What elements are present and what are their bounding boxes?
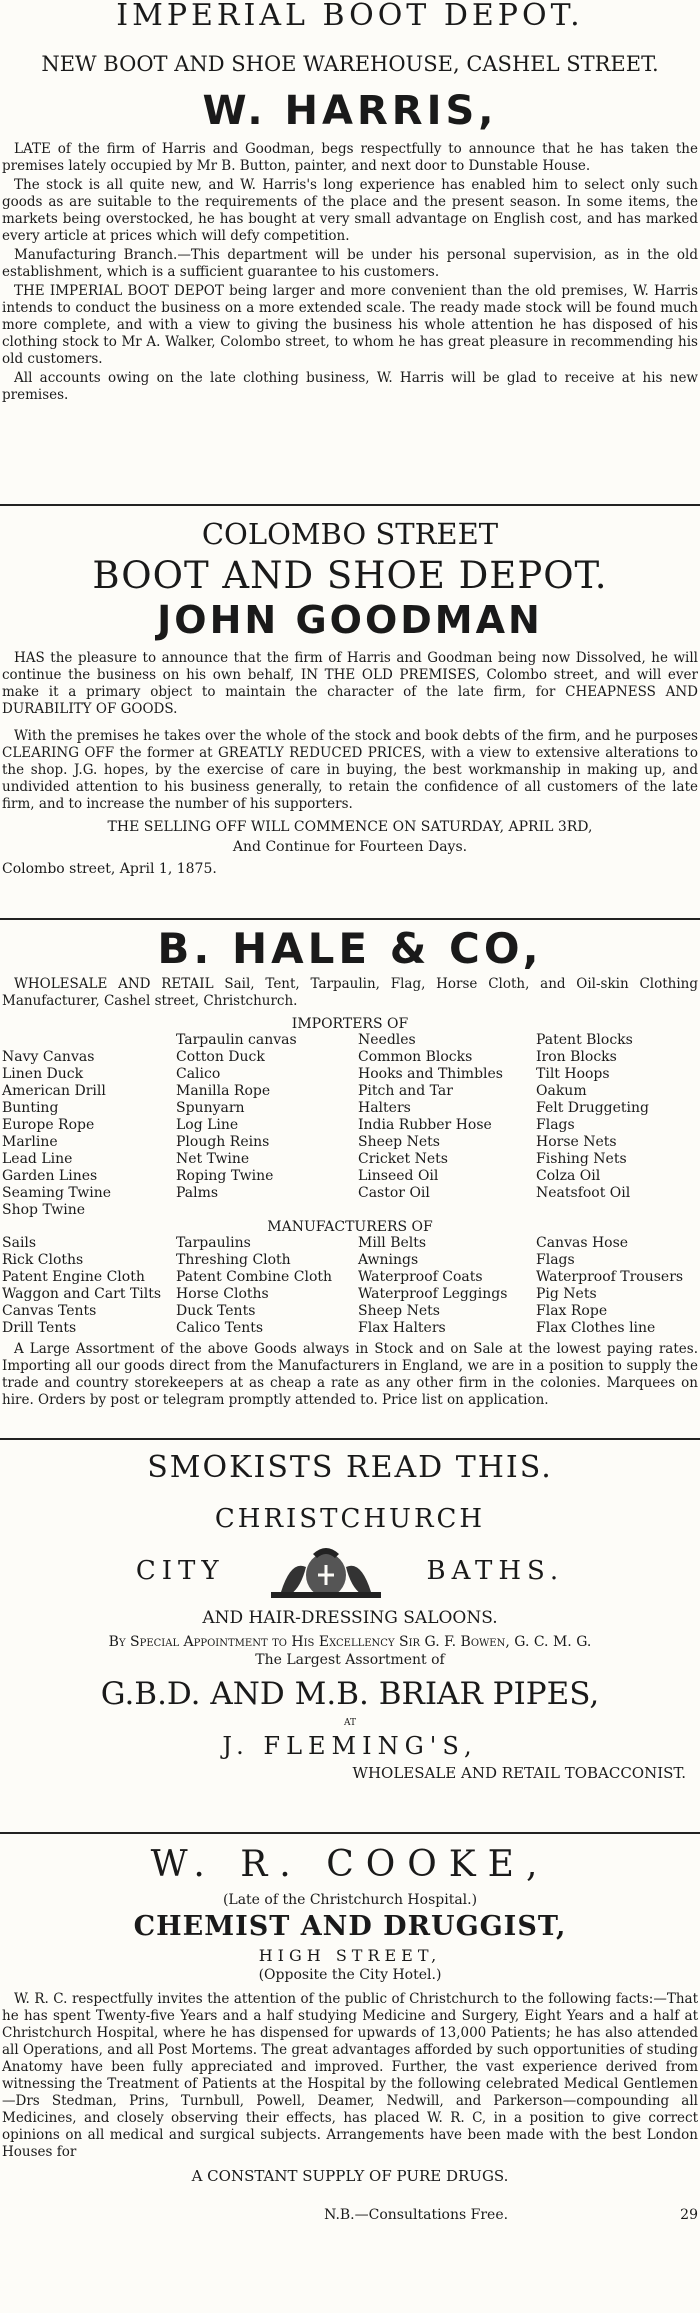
appointment-line: By Special Appointment to His Excellency Sir G. F. Bowen, G. C. M. G.: [108, 1634, 592, 1650]
goods-item: Halters: [358, 1100, 411, 1116]
goods-item: Patent Blocks: [536, 1032, 633, 1048]
goods-item: Flax Halters: [358, 1320, 446, 1336]
manufacturers-list: [0, 1235, 700, 1337]
goods-item: [536, 1202, 686, 1219]
goods-item: Awnings: [358, 1252, 419, 1268]
street-line: HIGH STREET,: [258, 1946, 442, 1965]
ad-headline: SMOKISTS READ THIS.: [147, 1450, 553, 1485]
goods-item: Waterproof Coats: [358, 1269, 483, 1285]
goods-item: Needles: [358, 1032, 416, 1048]
goods-column: [176, 1032, 358, 1219]
ad-title: IMPERIAL BOOT DEPOT.: [116, 0, 584, 33]
merchant-name: W. R. COOKE,: [150, 1844, 550, 1885]
goods-column: [536, 1032, 686, 1219]
baths-word: BATHS.: [426, 1556, 565, 1586]
goods-item: Cotton Duck: [176, 1049, 265, 1065]
goods-item: Threshing Cloth: [176, 1252, 291, 1268]
goods-column: [176, 1235, 358, 1337]
fleming-tobacconist-ad: [0, 1448, 700, 1828]
goods-columns: [2, 1235, 700, 1337]
goods-item: Linseed Oil: [358, 1168, 439, 1184]
importers-heading: IMPORTERS OF: [291, 1016, 409, 1032]
goods-item: Seaming Twine: [2, 1185, 112, 1201]
goods-column: [2, 1032, 176, 1219]
goods-item: Sheep Nets: [358, 1303, 440, 1319]
goods-item: Flax Clothes line: [536, 1320, 656, 1336]
divider: [0, 504, 700, 506]
goods-item: Castor Oil: [358, 1185, 430, 1201]
goods-item: American Drill: [2, 1083, 106, 1099]
goods-item: Navy Canvas: [2, 1049, 95, 1065]
goods-column: [2, 1235, 176, 1337]
page-number: 29: [680, 2207, 698, 2223]
late-line: (Late of the Christchurch Hospital.): [222, 1892, 478, 1908]
goods-item: Fishing Nets: [536, 1151, 627, 1167]
divider: [0, 1438, 700, 1440]
goods-item: Neatsfoot Oil: [536, 1185, 631, 1201]
goods-item: Flags: [536, 1252, 575, 1268]
goods-column: [358, 1032, 536, 1219]
at-line: AT: [343, 1718, 356, 1728]
paragraph: The stock is all quite new, and W. Harris's long experience has enabled him to select only such goods as are suitable to the requirements of the place and the present season. In some items, the markets being overstocked, he has bought at very small advantage on English cost, and has marked every article at prices which will defy competition.: [2, 177, 698, 244]
goods-item: Calico: [176, 1066, 221, 1082]
baths-line: [0, 1542, 700, 1600]
goods-item: Hooks and Thimbles: [358, 1066, 503, 1082]
profession-line: CHEMIST AND DRUGGIST,: [133, 1911, 567, 1942]
intro-paragraph: WHOLESALE AND RETAIL Sail, Tent, Tarpaulin, Flag, Horse Cloth, and Oil-skin Clothing Manufacturer, Cashel street, Christchurch.: [2, 976, 698, 1009]
wholesale-line: WHOLESALE AND RETAIL TOBACCONIST.: [352, 1764, 686, 1782]
paragraph: HAS the pleasure to announce that the firm of Harris and Goodman being now Dissolved, he will continue the business on his own behalf, IN THE OLD PREMISES, Colombo street, and will ever make it a primary object to maintain the character of the late firm, for CHEAPNESS AND DURABILITY OF GOODS.: [2, 650, 698, 717]
paragraph: LATE of the firm of Harris and Goodman, begs respectfully to announce that he has taken the premises lately occupied by Mr B. Button, painter, and next door to Dunstable House.: [2, 141, 698, 174]
ad-subtitle: NEW BOOT AND SHOE WAREHOUSE, CASHEL STREET.: [41, 52, 659, 76]
divider: [0, 918, 700, 920]
goods-item: Duck Tents: [176, 1303, 256, 1319]
hale-and-co-ad: [0, 924, 700, 1434]
merchant-name: B. HALE & CO,: [157, 924, 543, 973]
goods-item: Common Blocks: [358, 1049, 473, 1065]
goods-item: Drill Tents: [2, 1320, 77, 1336]
footer: [2, 2207, 698, 2223]
goods-item: [358, 1202, 536, 1219]
goods-item: Oakum: [536, 1083, 587, 1099]
goods-item: India Rubber Hose: [358, 1117, 492, 1133]
goods-item: Horse Cloths: [176, 1286, 269, 1302]
goods-item: Europe Rope: [2, 1117, 95, 1133]
goods-item: Tilt Hoops: [536, 1066, 610, 1082]
goods-item: Waterproof Leggings: [358, 1286, 508, 1302]
saloons-line: AND HAIR-DRESSING SALOONS.: [202, 1608, 498, 1628]
manufacturers-heading: MANUFACTURERS OF: [267, 1219, 433, 1235]
paragraph: Manufacturing Branch.—This department will be under his personal supervision, as in the old establishment, which is a sufficient guarantee to his customers.: [2, 247, 698, 280]
goods-item: Horse Nets: [536, 1134, 617, 1150]
goods-item: Spunyarn: [176, 1100, 245, 1116]
merchant-name: JOHN GOODMAN: [157, 598, 543, 642]
goods-item: Felt Druggeting: [536, 1100, 650, 1116]
goods-item: Bunting: [2, 1100, 59, 1116]
goods-item: Canvas Tents: [2, 1303, 97, 1319]
fleming-name: J. FLEMING'S,: [222, 1732, 478, 1760]
ad-title: BOOT AND SHOE DEPOT.: [92, 554, 608, 597]
pipes-line: G.B.D. AND M.B. BRIAR PIPES,: [100, 1676, 600, 1712]
dateline: Colombo street, April 1, 1875.: [2, 861, 217, 877]
goods-item: Palms: [176, 1185, 219, 1201]
merchant-name: W. HARRIS,: [202, 88, 498, 134]
goods-item: Canvas Hose: [536, 1235, 629, 1251]
body-paragraph: W. R. C. respectfully invites the attention of the public of Christchurch to the following facts:—That he has spent Twenty-five Years and a half studying Medicine and Surgery, Eight Years and a half at Christchurch Hospital, where he has dispensed for upwards of 13,000 Patients; he has also attended all Operations, and all Post Mortems. The great advantages afforded by such opportunities of studing Anatomy have been fully appreciated and improved. Further, the vast experience derived from witnessing the Treatment of Patients at the Hospital by the following celebrated Medical Gentlemen—Drs Stedman, Prins, Turnbull, Powell, Deamer, Nedwill, and Parkerson—compounding all Medicines, and closely observing their effects, has placed W. R. C, in a position to give correct opinions on all medical and surgical subjects. Arrangements have been made with the best London Houses for: [2, 1991, 698, 2160]
goods-item: Pig Nets: [536, 1286, 597, 1302]
goods-item: Shop Twine: [2, 1202, 86, 1218]
supply-line: A CONSTANT SUPPLY OF PURE DRUGS.: [191, 2167, 509, 2185]
city-word: CITY: [135, 1556, 225, 1586]
goods-item: Linen Duck: [2, 1066, 84, 1082]
ad-heading: COLOMBO STREET: [201, 517, 499, 551]
goods-item: Log Line: [176, 1117, 239, 1133]
boot-and-shoe-depot-ad: [0, 514, 700, 914]
goods-item: Pitch and Tar: [358, 1083, 453, 1099]
goods-item: Patent Combine Cloth: [176, 1269, 333, 1285]
goods-item: Flags: [536, 1117, 575, 1133]
nb-line: N.B.—Consultations Free.: [324, 2207, 509, 2223]
goods-item: Mill Belts: [358, 1235, 427, 1251]
goods-item: [2, 1032, 176, 1049]
imperial-boot-depot-ad: [0, 0, 700, 500]
goods-item: Waterproof Trousers: [536, 1269, 684, 1285]
ad-heading: CHRISTCHURCH: [214, 1504, 486, 1534]
continue-notice: And Continue for Fourteen Days.: [232, 839, 468, 855]
divider: [0, 1832, 700, 1834]
royal-coat-of-arms-icon: [251, 1542, 401, 1600]
paragraph: With the premises he takes over the whole of the stock and book debts of the firm, and he purposes CLEARING OFF the former at GREATLY REDUCED PRICES, with a view to extensive alterations to the shop. J.G. hopes, by the exercise of care in buying, the best workmanship in making up, and undivided attention to his business generally, to retain the confidence of all customers of the late firm, and to increase the number of his supporters.: [2, 728, 698, 812]
goods-item: Iron Blocks: [536, 1049, 617, 1065]
goods-item: Net Twine: [176, 1151, 250, 1167]
largest-line: The Largest Assortment of: [255, 1652, 445, 1668]
goods-item: Lead Line: [2, 1151, 73, 1167]
goods-item: Tarpaulin canvas: [176, 1032, 297, 1048]
goods-item: Garden Lines: [2, 1168, 98, 1184]
paragraph: THE IMPERIAL BOOT DEPOT being larger and more convenient than the old premises, W. Harris intends to conduct the business on a more extended scale. The ready made stock will be found much more complete, and with a view to giving the business his whole attention he has disposed of his clothing stock to Mr A. Walker, Colombo street, to whom he has great pleasure in recommending his old customers.: [2, 283, 698, 367]
goods-column: [358, 1235, 536, 1337]
goods-item: Waggon and Cart Tilts: [2, 1286, 162, 1302]
opposite-line: (Opposite the City Hotel.): [258, 1967, 442, 1983]
importers-list: [0, 1032, 700, 1219]
goods-item: Rick Cloths: [2, 1252, 84, 1268]
goods-item: [176, 1202, 358, 1219]
goods-item: Calico Tents: [176, 1320, 264, 1336]
goods-columns: [2, 1032, 700, 1219]
goods-item: Roping Twine: [176, 1168, 274, 1184]
paragraph: All accounts owing on the late clothing business, W. Harris will be glad to receive at his new premises.: [2, 370, 698, 403]
goods-item: Marline: [2, 1134, 58, 1150]
outro-paragraph: A Large Assortment of the above Goods always in Stock and on Sale at the lowest paying rates. Importing all our goods direct from the Manufacturers in England, we are in a position to supply the trade and country storekeepers at as cheap a rate as any other firm in the colonies. Marquees on hire. Orders by post or telegram promptly attended to. Price list on application.: [2, 1341, 698, 1408]
goods-item: Flax Rope: [536, 1303, 608, 1319]
goods-item: Colza Oil: [536, 1168, 601, 1184]
goods-column: [536, 1235, 686, 1337]
selling-notice: THE SELLING OFF WILL COMMENCE ON SATURDAY, APRIL 3RD,: [107, 819, 593, 835]
goods-item: Sheep Nets: [358, 1134, 440, 1150]
goods-item: Sails: [2, 1235, 37, 1251]
cooke-chemist-ad: [0, 1842, 700, 2223]
goods-item: Plough Reins: [176, 1134, 270, 1150]
goods-item: Cricket Nets: [358, 1151, 448, 1167]
goods-item: Tarpaulins: [176, 1235, 251, 1251]
goods-item: Manilla Rope: [176, 1083, 271, 1099]
goods-item: Patent Engine Cloth: [2, 1269, 145, 1285]
